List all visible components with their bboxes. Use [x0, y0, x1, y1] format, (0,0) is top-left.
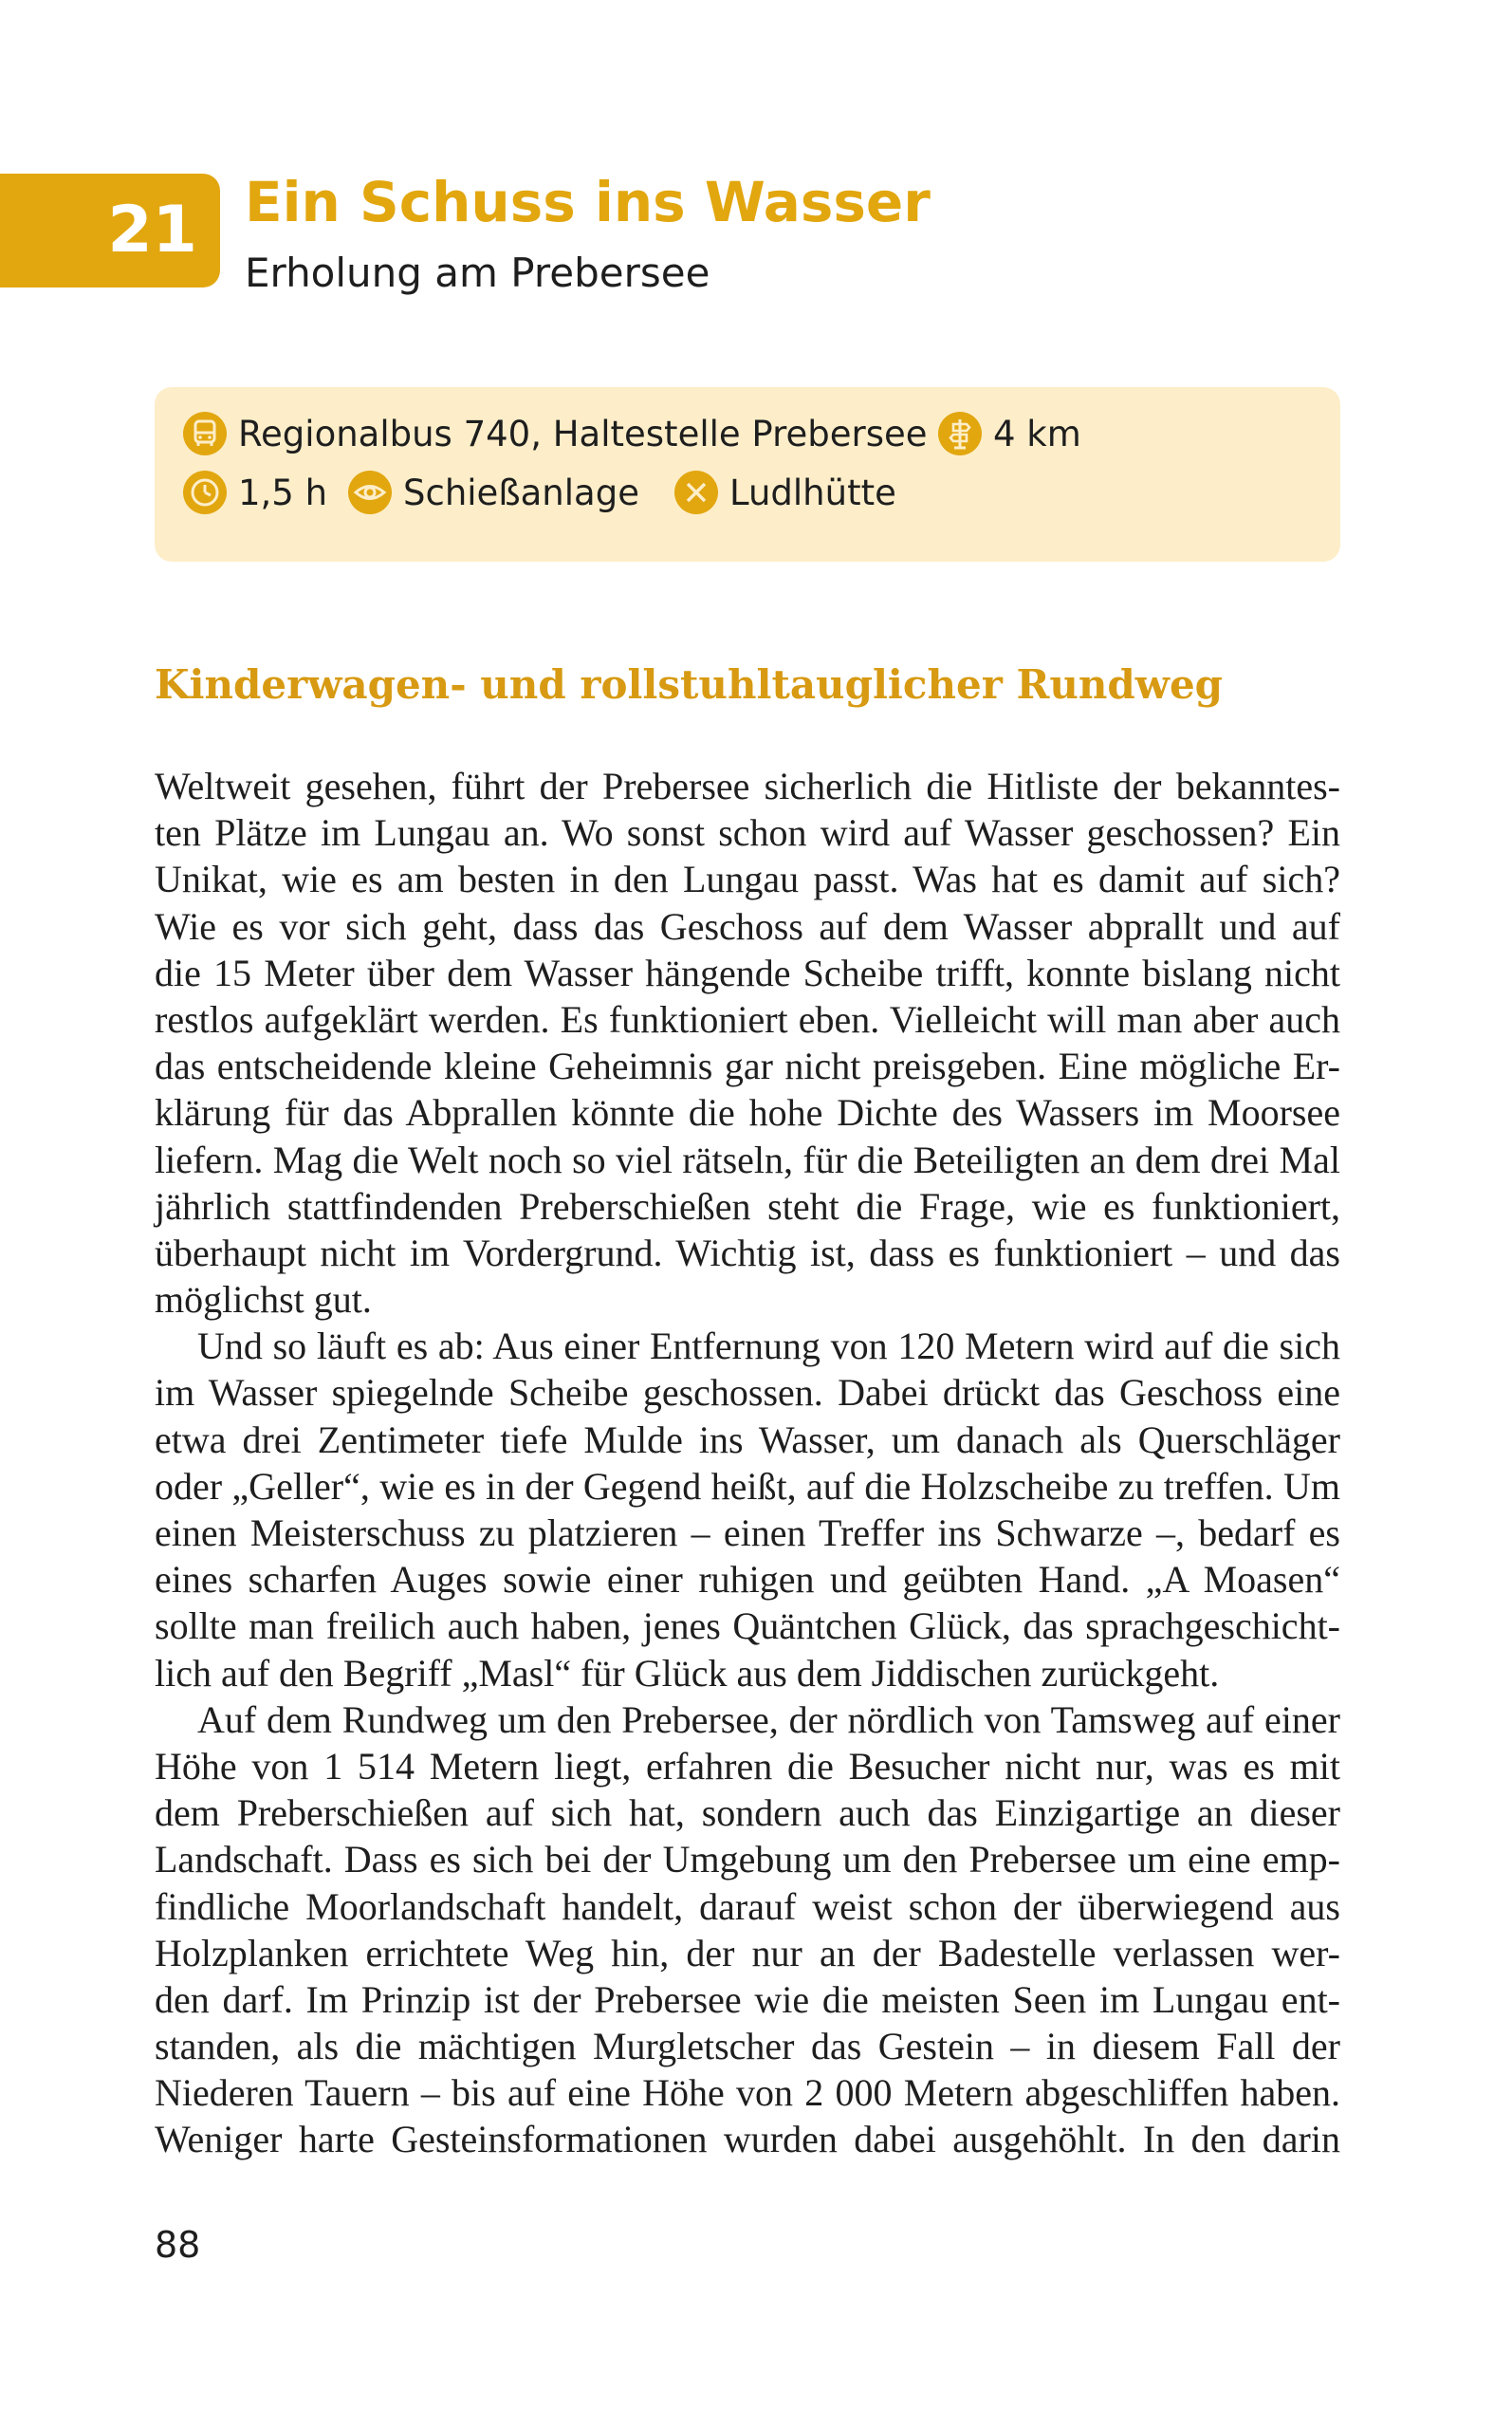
body-line: Holzplanken errichtete Weg hin, der nur an der Badestelle verlassen wer- — [155, 1931, 1340, 1974]
chapter-subtitle: Erholung am Prebersee — [245, 250, 710, 296]
body-line: Weltweit gesehen, führt der Prebersee sicherlich die Hitliste der bekanntes- — [155, 765, 1340, 807]
body-line: einen Meisterschuss zu platzieren – einen Treffer ins Schwarze –, bedarf es — [155, 1511, 1340, 1554]
body-line: etwa drei Zentimeter tiefe Mulde ins Wasser, um danach als Querschläger — [155, 1418, 1340, 1461]
bus-icon — [183, 412, 227, 455]
body-line: liefern. Mag die Welt noch so viel rätseln, für die Beteiligten an dem drei Mal — [155, 1138, 1340, 1181]
tour-info-box — [155, 387, 1340, 562]
signpost-icon — [938, 412, 982, 455]
body-line: Unikat, wie es am besten in den Lungau passt. Was hat es damit auf sich? — [155, 858, 1340, 901]
body-line: jährlich stattfindenden Preberschießen steht die Frage, wie es funktioniert, — [155, 1184, 1340, 1228]
body-line: eines scharfen Auges sowie einer ruhigen und geübten Hand. „A Moasen“ — [155, 1558, 1340, 1602]
body-line: Niederen Tauern – bis auf eine Höhe von 2 000 Metern abgeschliffen haben. — [155, 2071, 1340, 2115]
body-line: möglichst gut. — [155, 1278, 372, 1322]
info-duration-text: 1,5 h — [238, 472, 328, 513]
body-line: Wie es vor sich geht, dass das Geschoss auf dem Wasser abprallt und auf — [155, 904, 1340, 948]
cutlery-icon — [674, 471, 718, 514]
page-number: 88 — [155, 2224, 201, 2266]
body-line: Und so läuft es ab: Aus einer Entfernung von 120 Metern wird auf die sich — [197, 1325, 1340, 1368]
info-restaurant-text: Ludlhütte — [729, 472, 896, 513]
clock-icon — [183, 471, 227, 514]
info-transport — [183, 410, 928, 457]
body-line: im Wasser spiegelnde Scheibe geschossen. Dabei drückt das Geschoss eine — [155, 1371, 1340, 1415]
info-sight — [348, 469, 639, 516]
body-line: das entscheidende kleine Geheimnis gar nicht preisgeben. Eine mögliche Er- — [155, 1045, 1340, 1088]
chapter-title: Ein Schuss ins Wasser — [245, 170, 931, 234]
info-duration — [183, 469, 327, 516]
body-line: Landschaft. Dass es sich bei der Umgebung um den Prebersee um eine emp- — [155, 1838, 1340, 1881]
body-line: findliche Moorlandschaft handelt, darauf weist schon der überwiegend aus — [155, 1884, 1340, 1928]
chapter-number: 21 — [107, 193, 197, 268]
body-line: standen, als die mächtigen Murgletscher das Gestein – in diesem Fall der — [155, 2025, 1340, 2068]
chapter-badge — [0, 174, 220, 287]
body-line: lich auf den Begriff „Masl“ für Glück aus dem Jiddischen zurückgeht. — [155, 1651, 1220, 1695]
body-line: Auf dem Rundweg um den Prebersee, der nördlich von Tamsweg auf einer — [197, 1697, 1340, 1741]
body-line: Weniger harte Gesteinsformationen wurden dabei ausgehöhlt. In den darin — [155, 2118, 1340, 2161]
body-line: überhaupt nicht im Vordergrund. Wichtig ist, dass es funktioniert – und das — [155, 1231, 1340, 1274]
body-text — [155, 763, 1340, 2163]
section-heading: Kinderwagen- und rollstuhltauglicher Rundweg — [155, 661, 1224, 708]
body-line: Höhe von 1 514 Metern liegt, erfahren die Besucher nicht nur, was es mit — [155, 1744, 1340, 1788]
body-line: die 15 Meter über dem Wasser hängende Scheibe trifft, konnte bislang nicht — [155, 951, 1340, 994]
info-sight-text: Schießanlage — [403, 472, 639, 513]
body-line: oder „Geller“, wie es in der Gegend heißt, auf die Holzscheibe zu treffen. Um — [155, 1464, 1340, 1508]
eye-icon — [348, 471, 392, 514]
info-restaurant — [674, 469, 896, 516]
body-line: klärung für das Abprallen könnte die hohe Dichte des Wassers im Moorsee — [155, 1091, 1340, 1135]
body-line: den darf. Im Prinzip ist der Prebersee wie die meisten Seen im Lungau ent- — [155, 1977, 1340, 2021]
info-distance — [938, 410, 1081, 457]
body-line: restlos aufgeklärt werden. Es funktioniert eben. Vielleicht will man aber auch — [155, 997, 1340, 1041]
body-line: dem Preberschießen auf sich hat, sondern auch das Einzigartige an dieser — [155, 1791, 1340, 1835]
info-distance-text: 4 km — [993, 413, 1081, 454]
info-transport-text: Regionalbus 740, Haltestelle Prebersee — [238, 413, 928, 454]
body-line: sollte man freilich auch haben, jenes Quäntchen Glück, das sprachgeschicht- — [155, 1604, 1340, 1648]
body-line: ten Plätze im Lungau an. Wo sonst schon wird auf Wasser geschossen? Ein — [155, 811, 1340, 855]
